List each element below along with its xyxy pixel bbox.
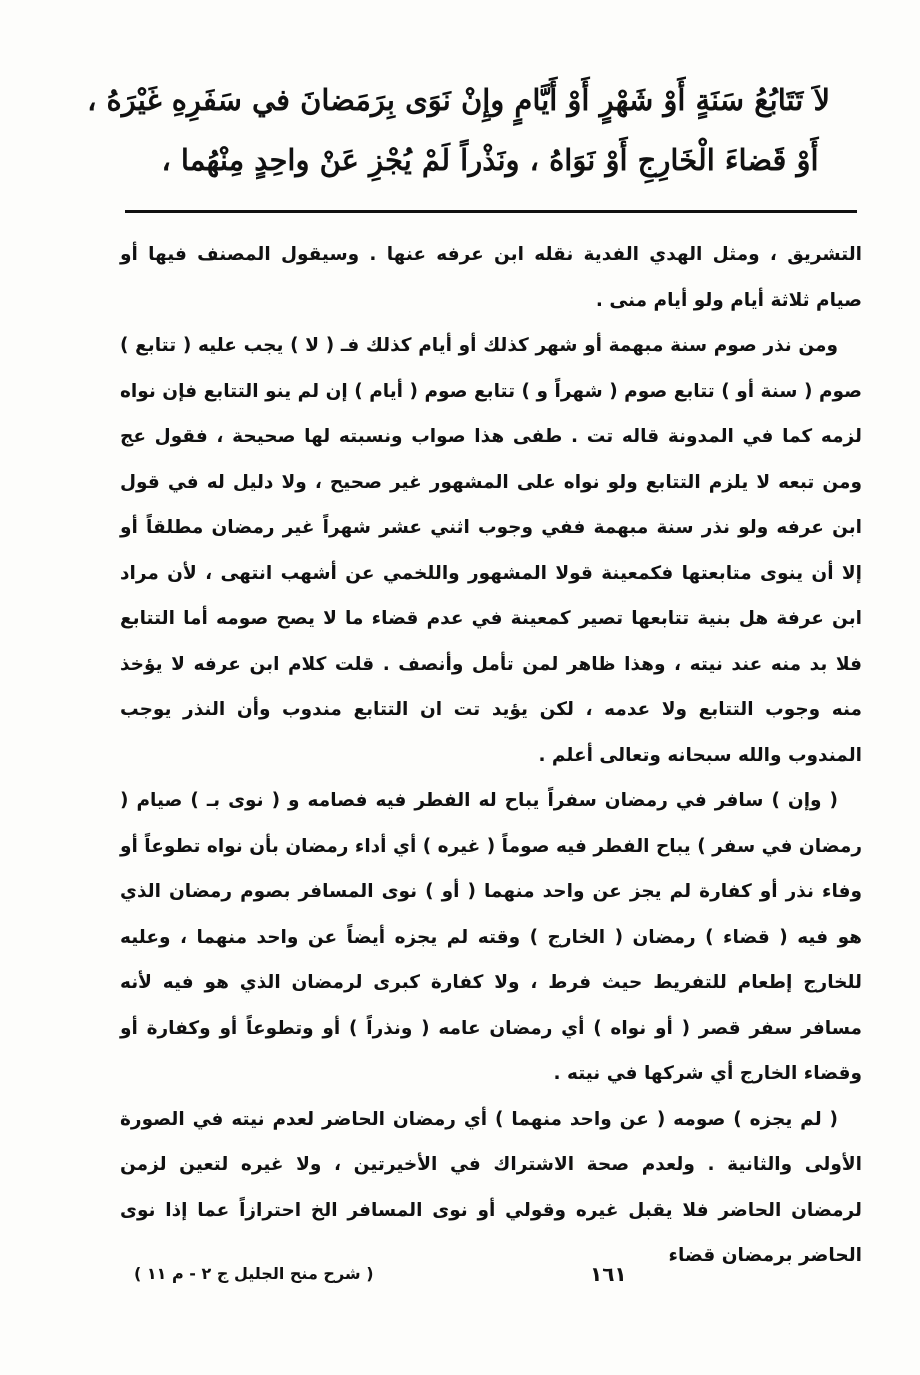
paragraph-2: ومن نذر صوم سنة مبهمة أو شهر كذلك أو أيام كذلك فـ ( لا ) يجب عليه ( تتابع ) صوم ( سنة أو ) تتابع صوم ( شهراً و ) تتابع صوم ( أيام ) إن لم ينو التتابع فإن نواه لزمه كما في المدونة قاله تت . طفى هذا صواب ونسبته لها صحيحة ، فقول عج ومن تبعه لا يلزم التتابع ولو نواه على المشهور غير صحيح ، ولا دليل له في قول ابن عرفه ولو نذر سنة مبهمة ففي وجوب اثني عشر شهراً غير رمضان مطلقاً أو إلا أن ينوى متابعتها فكمعينة قولا المشهور واللخمي عن أشهب انتهى ، لأن مراد ابن عرفة هل بنية تتابعها تصير كمعينة في عدم قضاء ما لا يصح صومه أما التتابع فلا بد منه عند نيته ، وهذا ظاهر لمن تأمل وأنصف . قلت كلام ابن عرفه لا يؤخذ منه وجوب التتابع ولا عدمه ، لكن يؤيد تت ان التتابع مندوب وأن النذر يوجب المندوب والله سبحانه وتعالى أعلم . [120,335,862,766]
separator-rule [125,210,857,213]
matn-line-2: أَوْ قَضاءَ الْخَارِجِ أَوْ نَوَاهُ ، ونَذْراً لَمْ يُجْزِ عَنْ واحِدٍ مِنْهُما ، [161,143,819,177]
matn-text [87,70,830,190]
commentary-text [120,232,862,1279]
paragraph-1: التشريق ، ومثل الهدي الفدية نقله ابن عرفه عنها . وسيقول المصنف فيها أو صيام ثلاثة أيام ولو أيام منى . [120,244,862,311]
page-number: ١٦١ [590,1262,627,1286]
page-footer [120,1262,862,1292]
matn-line-1: لاَ تَتَابُعُ سَنَةٍ أَوْ شَهْرٍ أَوْ أَيَّامٍ وإِنْ نَوَى بِرَمَضانَ في سَفَرِهِ غَيْرَهُ ، [87,83,830,117]
paragraph-4: ( لم يجزه ) صومه ( عن واحد منهما ) أي رمضان الحاضر لعدم نيته في الصورة الأولى والثانية . ولعدم صحة الاشتراك في الأخيرتين ، ولا غيره لتعين لزمن لرمضان الحاضر فلا يقبل غيره وقولي أو نوى المسافر الخ احترازاً عما إذا نوى الحاضر برمضان قضاء [120,1108,862,1266]
book-reference: ( شرح منح الجليل ج ٢ - م ١١ ) [134,1264,374,1283]
paragraph-3: ( وإن ) سافر في رمضان سفراً يباح له الفطر فيه فصامه و ( نوى بـ ) صيام ( رمضان في سفر ) يباح الفطر فيه صوماً ( غيره ) أي أداء رمضان بأن نواه تطوعاً أو وفاء نذر أو كفارة لم يجز عن واحد منهما ( أو ) نوى المسافر بصوم رمضان الذي هو فيه ( قضاء ) رمضان ( الخارج ) وقته لم يجزه أيضاً عن واحد منهما ، وعليه للخارج إطعام للتفريط حيث فرط ، ولا كفارة كبرى لرمضان الذي هو فيه لأنه مسافر سفر قصر ( أو نواه ) أي رمضان عامه ( ونذراً ) أو وتطوعاً أو وكفارة أو وقضاء الخارج أي شركها في نيته . [120,790,862,1084]
